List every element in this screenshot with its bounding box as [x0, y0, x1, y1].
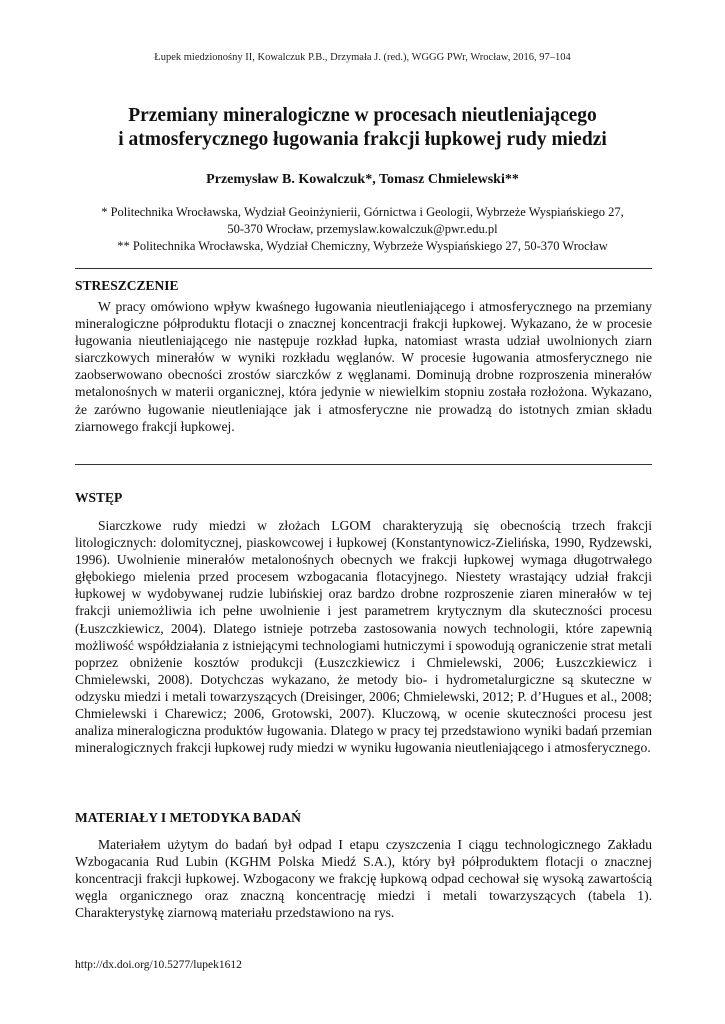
- affiliation-2: ** Politechnika Wrocławska, Wydział Chemiczny, Wybrzeże Wyspiańskiego 27, 50-370 Wrocław: [117, 239, 608, 253]
- abstract-text: W pracy omówiono wpływ kwaśnego ługowania nieutleniającego i atmosferycznego na przemiany mineralogiczne półproduktu flotacji o znacznej koncentracji frakcji łupkowej. Wykazano, że w procesie ługowania nieutleniającego nie następuje rozkład łupka, natomiast wrasta udział uwolnionych ziarn siarczkowych minerałów w wyniki rozkładu węglanów. W procesie ługowania atmosferycznego nie zaobserwowano obecności zrostów siarczków z węglanami. Dominują drobne rozproszenia minerałów metalonośnych w materii organicznej, która jedynie w niewielkim stopniu została rozłożona. Wykazano, że zarówno ługowanie nieutleniające jak i atmosferyczne nie prowadzą do istotnych zmian składu ziarnowego frakcji łupkowej.: [75, 299, 652, 434]
- intro-text: Siarczkowe rudy miedzi w złożach LGOM charakteryzują się obecnością trzech frakcji litologicznych: dolomitycznej, piaskowcowej i łupkowej (Konstantynowicz-Zielińska, 1990, Rydzewski, 1996). Uwolnienie minerałów metalonośnych obecnych we frakcji łupkowej wymaga długotrwałego głębokiego mielenia przed procesem wzbogacania flotacyjnego. Niestety wrastający udział frakcji łupkowej w wydobywanej rudzie lubińskiej oraz bardzo drobne rozproszenie ziaren minerałów w tej frakcji uniemożliwia ich pełne uwolnienie i jest parametrem krytycznym dla skuteczności procesu (Łuszczkiewicz, 2004). Dlatego istnieje potrzeba zastosowania nowych technologii, które zapewnią możliwość współdziałania z istniejącymi technologiami hutniczymi i spowodują ograniczenie strat metali poprzez obniżenie kosztów produkcji (Łuszczkiewicz i Chmielewski, 2006; Łuszczkiewicz i Chmielewski, 2008). Dotychczas wykazano, że metody bio- i hydrometalurgiczne są skuteczne w odzysku miedzi i metali towarzyszących (Dreisinger, 2006; Chmielewski, 2012; P. d’Hugues et al., 2008; Chmielewski i Charewicz; 2006, Grotowski, 2007). Kluczową, w ocenie skuteczności procesu jest analiza mineralogiczna produktów ługowania. Dlatego w pracy tej przedstawiono wyniki badań przemian mineralogicznych frakcji łupkowej rudy miedzi w wyniku ługowania nieutleniającego i atmosferycznego.: [75, 518, 652, 756]
- affiliation-1-line-2: 50-370 Wrocław, przemyslaw.kowalczuk@pwr.edu.pl: [227, 222, 498, 236]
- abstract-heading: STRESZCZENIE: [75, 278, 179, 293]
- authors: Przemysław B. Kowalczuk*, Tomasz Chmielewski**: [206, 172, 519, 187]
- article-title: [60, 104, 665, 152]
- doi-link[interactable]: http://dx.doi.org/10.5277/lupek1612: [75, 959, 242, 971]
- abstract-top-divider: [75, 268, 652, 269]
- intro-heading: WSTĘP: [75, 490, 123, 505]
- affiliations: [60, 204, 665, 255]
- running-head: Łupek miedzionośny II, Kowalczuk P.B., Drzymała J. (red.), WGGG PWr, Wrocław, 2016, 97–104: [154, 52, 571, 63]
- affiliation-1-line-1: * Politechnika Wrocławska, Wydział Geoinżynierii, Górnictwa i Geologii, Wybrzeże Wyspiańskiego 27,: [101, 205, 624, 219]
- abstract-bottom-divider: [75, 464, 652, 465]
- methods-text: Materiałem użytym do badań był odpad I etapu czyszczenia I ciągu technologicznego Zakładu Wzbogacania Rud Lubin (KGHM Polska Miedź S.A.), który był półproduktem flotacji o znacznej koncentracji frakcji łupkowej. Wzbogacony we frakcję łupkową odpad cechował się wysoką zawartością węgla organicznego oraz znaczną koncentrację miedzi i metali towarzyszących (tabela 1). Charakterystykę ziarnową materiału przedstawiono na rys.: [75, 837, 652, 921]
- title-line-1: Przemiany mineralogiczne w procesach nieutleniającego: [128, 105, 597, 126]
- methods-heading: MATERIAŁY I METODYKA BADAŃ: [75, 810, 301, 825]
- title-line-2: i atmosferycznego ługowania frakcji łupkowej rudy miedzi: [118, 129, 607, 150]
